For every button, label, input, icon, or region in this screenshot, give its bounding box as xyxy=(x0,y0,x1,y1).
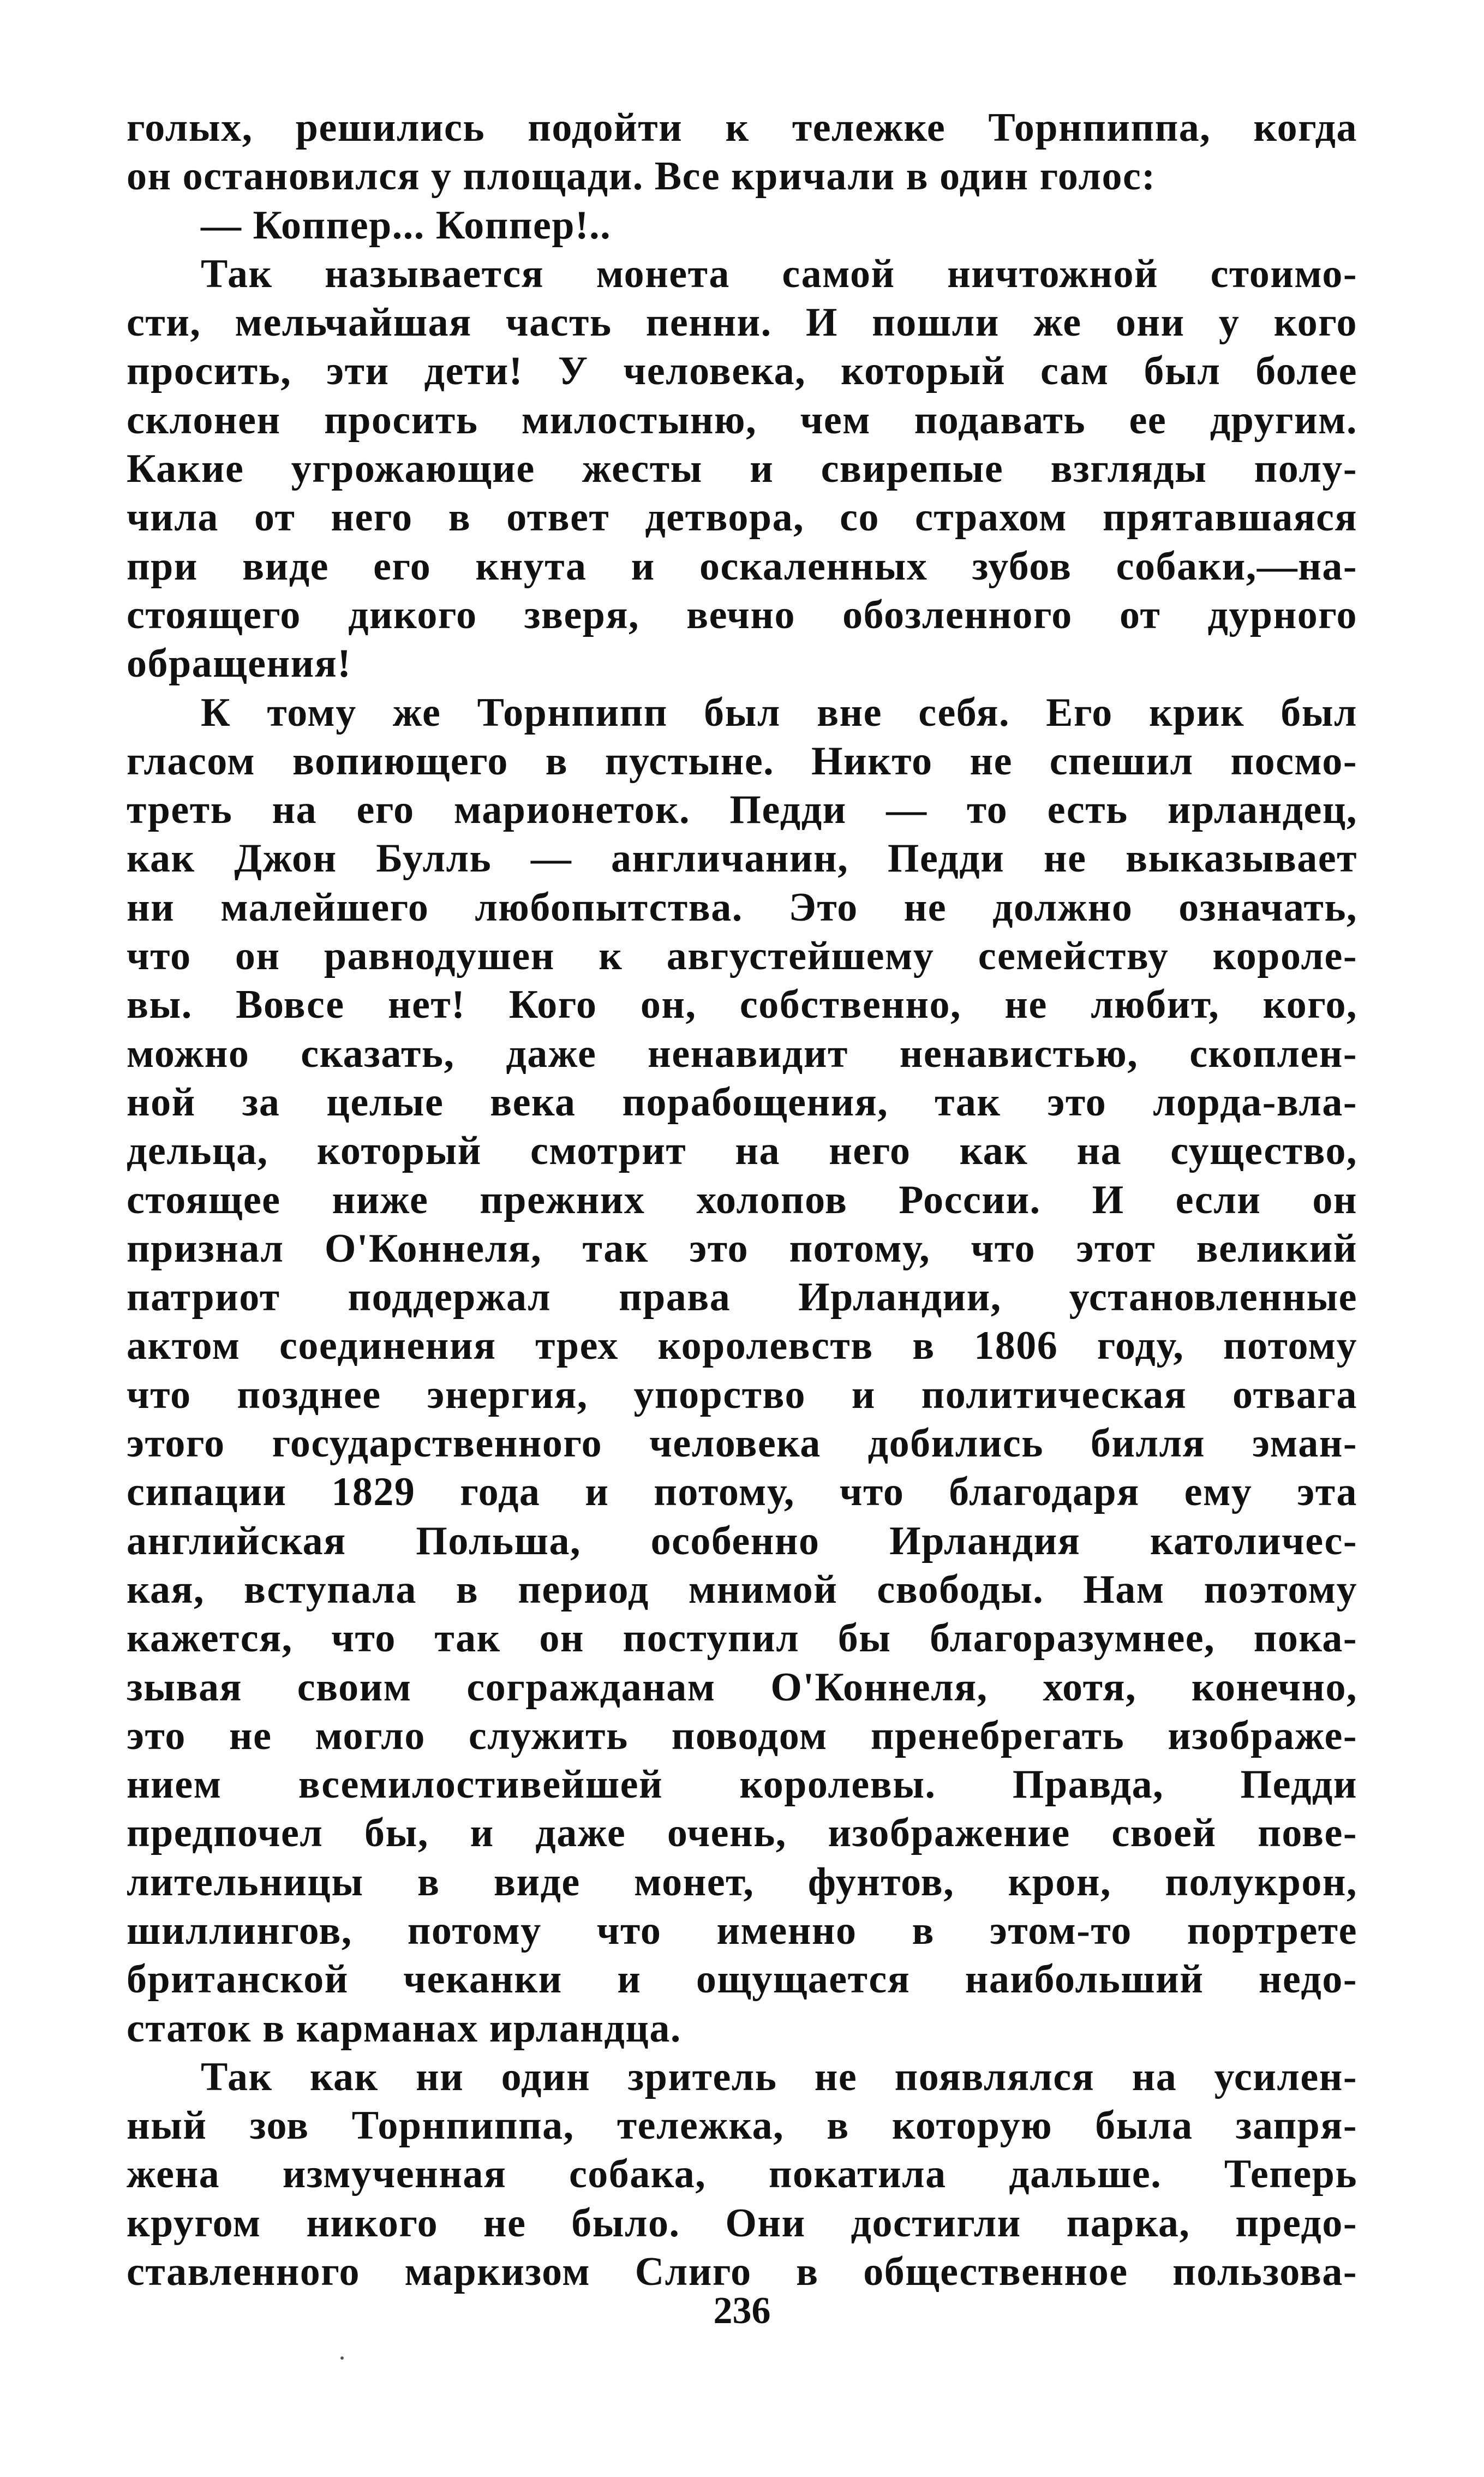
text-line: лительницы в виде монет, фунтов, крон, полукрон, xyxy=(127,1859,1357,1905)
text-line: как Джон Булль — англичанин, Педди не выказывает xyxy=(127,836,1357,881)
text-line: при виде его кнута и оскаленных зубов собаки,—на- xyxy=(127,544,1357,589)
text-line: зывая своим согражданам О'Коннеля, хотя, конечно, xyxy=(127,1664,1357,1710)
paragraph-end-line: статок в карманах ирландца. xyxy=(127,2006,681,2051)
text-line: шиллингов, потому что именно в этом-то портрете xyxy=(127,1908,1357,1953)
text-line: дельца, который смотрит на него как на существо, xyxy=(127,1129,1357,1174)
text-line: патриот поддержал права Ирландии, установленные xyxy=(127,1275,1357,1320)
text-line: кругом никого не было. Они достигли парка, предо- xyxy=(127,2200,1357,2246)
text-line: гласом вопиющего в пустыне. Никто не спешил посмо- xyxy=(127,738,1357,784)
text-line: ставленного маркизом Слиго в общественное пользова- xyxy=(127,2249,1357,2295)
text-line: стоящего дикого зверя, вечно обозленного от дурного xyxy=(127,592,1357,637)
text-line: вы. Вовсе нет! Кого он, собственно, не любит, кого, xyxy=(127,982,1357,1028)
text-line: этого государственного человека добились билля эман- xyxy=(127,1421,1357,1466)
text-line: ни малейшего любопытства. Это не должно означать, xyxy=(127,885,1357,930)
text-line: просить, эти дети! У человека, который сам был более xyxy=(127,349,1357,394)
text-line: что позднее энергия, упорство и политическая отвага xyxy=(127,1372,1357,1417)
text-line: стоящее ниже прежних холопов России. И если он xyxy=(127,1177,1357,1222)
text-line: актом соединения трех королевств в 1806 году, потому xyxy=(127,1323,1357,1369)
text-line: Какие угрожающие жесты и свирепые взгляды полу- xyxy=(127,446,1357,492)
paragraph-start-line: Так как ни один зритель не появлялся на усилен- xyxy=(201,2054,1357,2099)
text-line: английская Польша, особенно Ирландия католичес- xyxy=(127,1518,1357,1563)
dialogue-line: — Коппер... Коппер!.. xyxy=(201,202,612,248)
text-line: что он равнодушен к августейшему семейству короле- xyxy=(127,934,1357,979)
paragraph-start-line: Так называется монета самой ничтожной стоимо- xyxy=(201,251,1357,296)
text-line: жена измученная собака, покатила дальше. Теперь xyxy=(127,2152,1357,2197)
print-speck xyxy=(340,2356,344,2360)
text-line: голых, решились подойти к тележке Торнпиппа, когда xyxy=(127,105,1357,150)
text-line: треть на его марионеток. Педди — то есть ирландец, xyxy=(127,787,1357,833)
text-line: он остановился у площади. Все кричали в один голос: xyxy=(127,154,1156,199)
text-line: чила от него в ответ детвора, со страхом прятавшаяся xyxy=(127,495,1357,540)
page-number: 236 xyxy=(713,2290,771,2332)
paragraph-start-line: К тому же Торнпипп был вне себя. Его крик был xyxy=(201,690,1357,735)
text-column xyxy=(127,104,1357,2296)
text-line: сти, мельчайшая часть пенни. И пошли же они у кого xyxy=(127,300,1357,345)
text-line: нием всемилостивейшей королевы. Правда, Педди xyxy=(127,1762,1357,1807)
text-line: сипации 1829 года и потому, что благодаря ему эта xyxy=(127,1470,1357,1515)
text-line: склонен просить милостыню, чем подавать ее другим. xyxy=(127,397,1357,443)
text-line: предпочел бы, и даже очень, изображение своей пове- xyxy=(127,1811,1357,1856)
text-line: британской чеканки и ощущается наибольший недо- xyxy=(127,1957,1357,2002)
text-line: кая, вступала в период мнимой свободы. Нам поэтому xyxy=(127,1567,1357,1612)
text-line: можно сказать, даже ненавидит ненавистью, скоплен- xyxy=(127,1031,1357,1076)
paragraph-end-line: обращения! xyxy=(127,641,352,687)
text-line: кажется, что так он поступил бы благоразумнее, пока- xyxy=(127,1616,1357,1661)
text-line: признал О'Коннеля, так это потому, что этот великий xyxy=(127,1226,1357,1271)
text-line: ной за целые века порабощения, так это лорда-вла- xyxy=(127,1079,1357,1125)
text-line: это не могло служить поводом пренебрегать изображе- xyxy=(127,1713,1357,1758)
text-line: ный зов Торнпиппа, тележка, в которую была запря- xyxy=(127,2103,1357,2148)
